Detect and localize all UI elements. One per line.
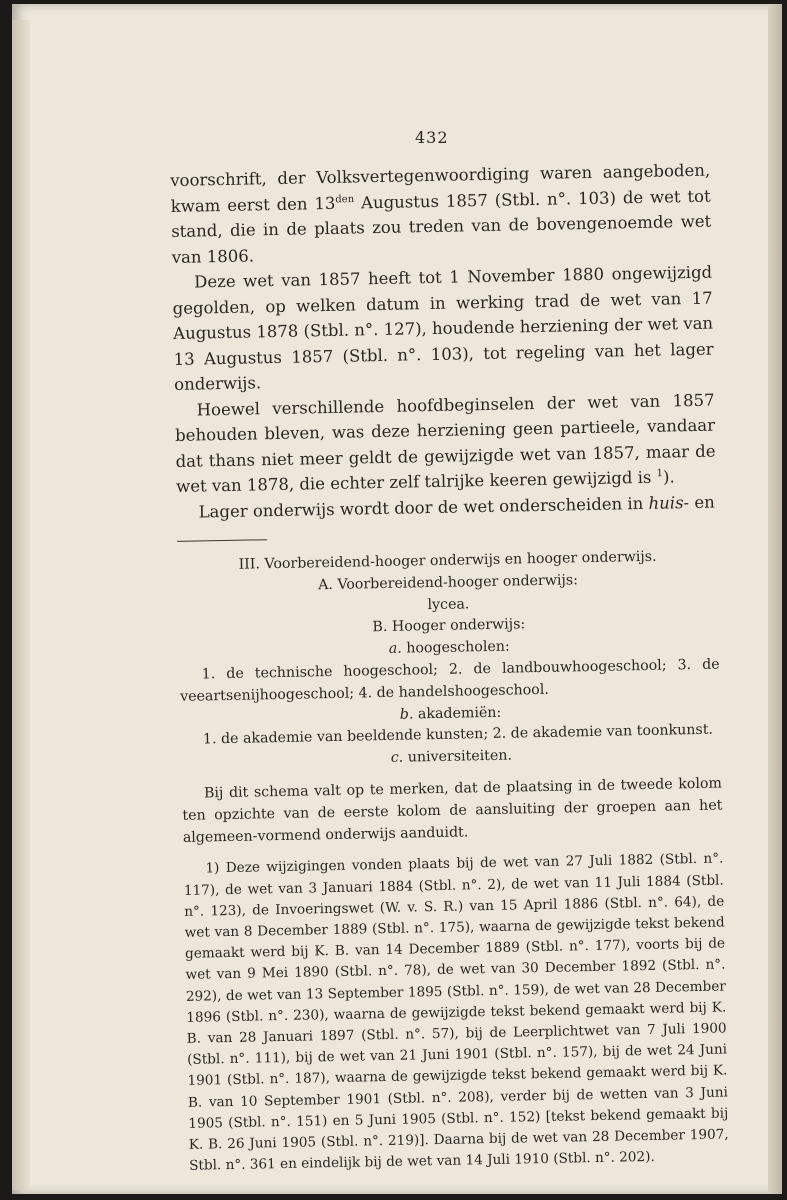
schema-item-b: B. Hooger onderwijs:	[372, 616, 526, 636]
schema-sub-c-text: universiteiten.	[403, 747, 513, 766]
paragraph-1	[170, 158, 712, 270]
footnote-reference: 1	[656, 468, 664, 480]
paragraph-4-text-a: Lager onderwijs wordt door de wet onderscheiden in	[198, 493, 649, 522]
footnote	[183, 849, 729, 1177]
paragraph-4-text-b: en	[688, 492, 715, 512]
paragraph-1-text-a: voorschrift, der Volksvertegenwoordiging waren aangeboden, kwam eerst den 13	[170, 160, 711, 216]
schema-akademien-list: 1. de akademie van beeldende kunsten; 2. de akademie van toonkunst.	[202, 722, 714, 748]
paragraph-1-text-b: Augustus 1857 (Stbl. n°. 103) de wet tot stand, die in de plaats zou treden van de bovengenoemde wet van 1806.	[171, 186, 712, 267]
paragraph-3-text-b: ).	[662, 467, 675, 487]
paragraph-3	[174, 387, 716, 499]
footnote-text: Deze wijzigingen vonden plaats bij de wet van 27 Juli 1882 (Stbl. n°. 117), de wet van 3 Januari 1884 (Stbl. n°. 2), de wet van 11 Juli 1884 (Stbl. n°. 123), de Invoeringswet (W. v. S. R.) van 15 April 1886 (Stbl. n°. 64), de wet van 8 December 1889 (Stbl. n°. 175), waarna de gewijzigde tekst bekend gemaakt werd bij K. B. van 14 December 1889 (Stbl. n°. 177), voorts bij de wet van 9 Mei 1890 (Stbl. n°. 78), de wet van 30 December 1892 (Stbl. n°. 292), de wet van 13 September 1895 (Stbl. n°. 159), de wet van 28 December 1896 (Stbl. n°. 230), waarna de gewijzigde tekst bekend gemaakt werd bij K. B. van 28 Januari 1897 (Stbl. n°. 57), bij de Leerplichtwet van 7 Juli 1900 (Stbl. n°. 111), bij de wet van 21 Juni 1901 (Stbl. n°. 157), bij de wet 24 Juni 1901 (Stbl. n°. 187), waarna de gewijzigde tekst bekend gemaakt werd bij K. B. van 10 September 1901 (Stbl. n°. 208), verder bij de wetten van 3 Juni 1905 (Stbl. n°. 151) en 5 Juni 1905 (Stbl. n°. 152) [tekst bekend gemaakt bij K. B. 26 Juni 1905 (Stbl. n°. 219)]. Daarna bij de wet van 28 December 1907, Stbl. n°. 361 en eindelijk bij de wet van 14 Juli 1910 (Stbl. n°. 202).	[183, 850, 729, 1175]
footnote-marker: 1)	[205, 860, 220, 877]
paragraph-1-superscript: den	[335, 193, 355, 205]
schema-sub-a-label: a.	[388, 640, 402, 658]
schema-heading: III. Voorbereidend-hooger onderwijs en hooger onderwijs.	[238, 548, 657, 573]
schema-hoogescholen-list: 1. de technische hoogeschool; 2. de landbouwhoogeschool; 3. de veeartsenijhoogeschool; 4. de handelshoogeschool.	[179, 656, 720, 705]
schema-sub-b-text: akademiën:	[413, 704, 502, 723]
page-gutter	[12, 20, 30, 1190]
schema-sub-b-label: b.	[399, 706, 414, 723]
schema-item-lycea: lycea.	[427, 595, 470, 613]
paragraph-3-text-a: Hoewel verschillende hoofdbeginselen der wet van 1857 behouden bleven, was deze herziening geen partieele, vandaar dat thans niet meer geldt de gewijzigde wet van 1857, maar de wet van 1878, die echter zelf talrijke keeren gewijzigd is	[174, 390, 716, 496]
paragraph-2: Deze wet van 1857 heeft tot 1 November 1880 ongewijzigd gegolden, op welken datum in werking trad de wet van 17 Augustus 1878 (Stbl. n°. 127), houdende herziening der wet van 13 Augustus 1857 (Stbl. n°. 103), tot regeling van het lager onderwijs.	[172, 262, 714, 394]
schema-item-a: A. Voorbereidend-hooger onderwijs:	[317, 572, 579, 594]
schema-block	[177, 546, 723, 850]
schema-sub-a-text: hoogescholen:	[401, 638, 510, 657]
schema-sub-c-label: c.	[390, 749, 404, 767]
paragraph-4-italic: huis-	[648, 492, 690, 513]
page-body	[170, 158, 729, 1178]
page-number: 432	[415, 128, 449, 147]
schema-remark: Bij dit schema valt op te merken, dat de plaatsing in de tweede kolom ten opzichte van de eerste kolom de aansluiting der groepen aan het algemeen-vormend onderwijs aanduidt.	[182, 775, 723, 846]
page-edge	[768, 4, 782, 1194]
section-divider	[177, 539, 267, 542]
